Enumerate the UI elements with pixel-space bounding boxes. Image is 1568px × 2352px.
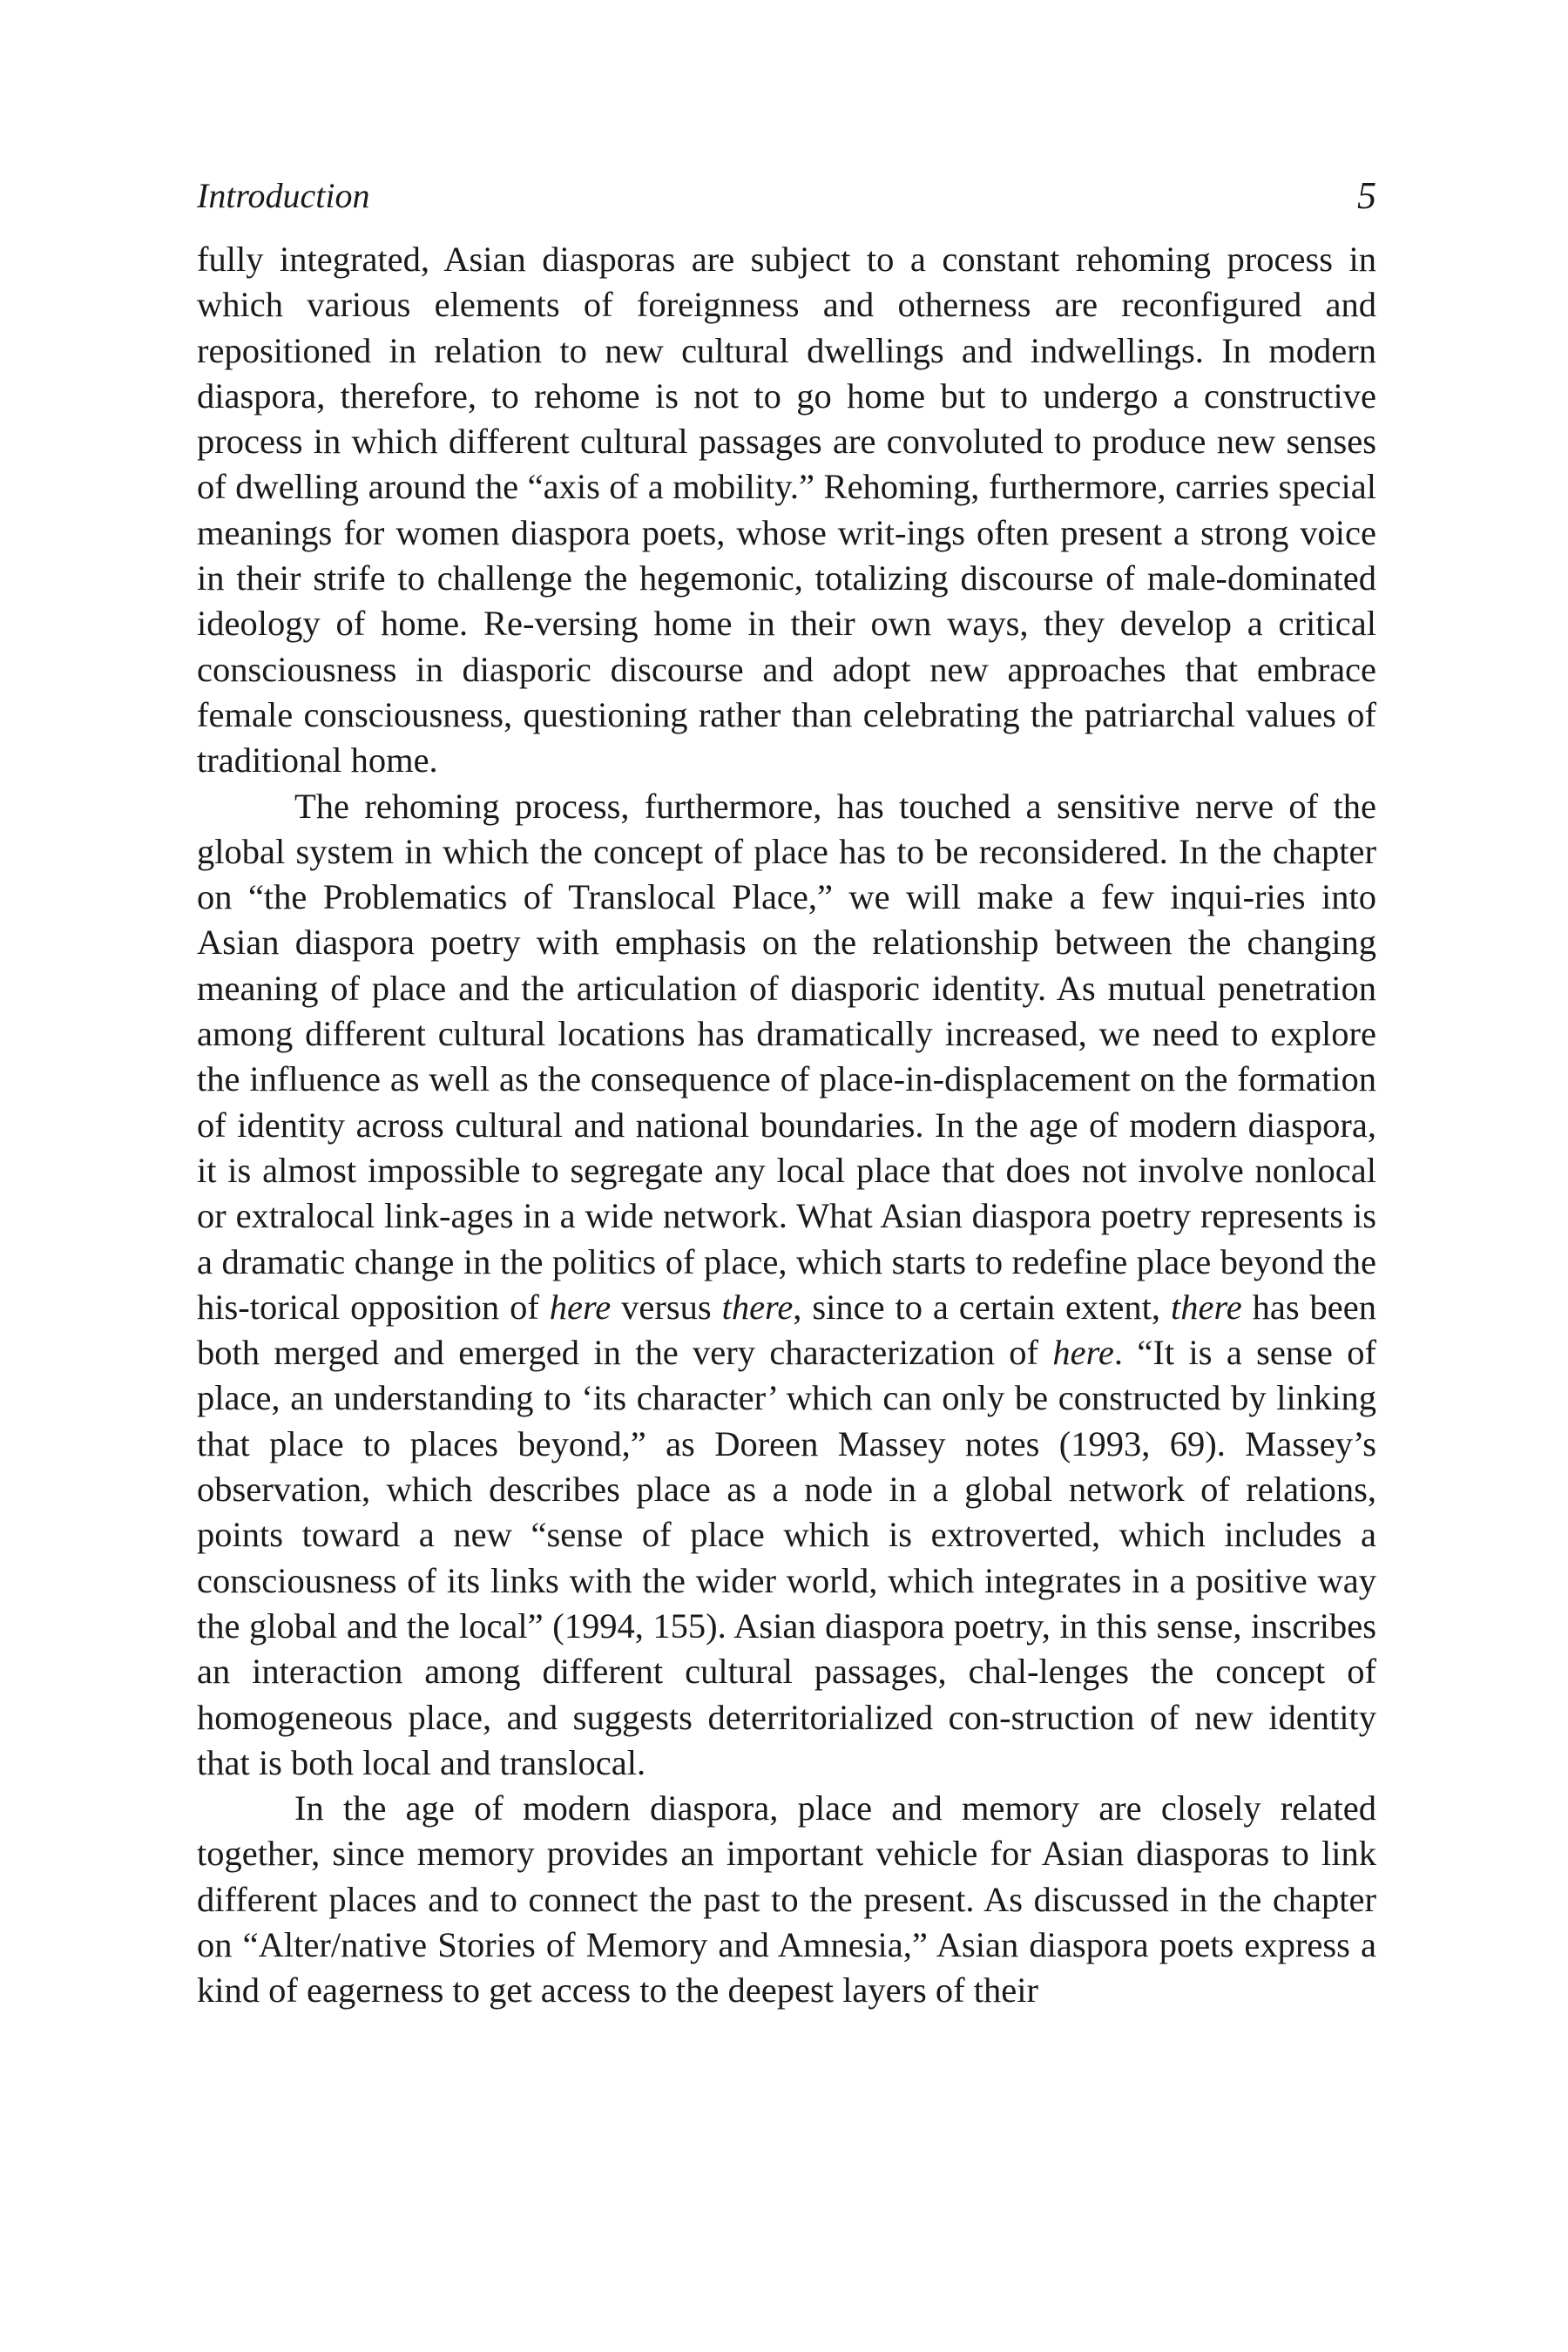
text-segment: fully integrated, Asian diasporas are subject to a constant rehoming process in which various elements of foreignness and otherness are reconfigured and repositioned in relation to new cultural dwellings and indwellings. In modern diaspora, therefore, to rehome is not to go home but to undergo a constructive process in which different cultural passages are convoluted to produce new senses of dwelling around the “axis of a mobility.” Rehoming, furthermore, carries special meanings for women diaspora poets, whose writ-ings often present a strong voice in their strife to challenge the hegemonic, totalizing discourse of male-dominated ideology of home. Re-versing home in their own ways, they develop a critical consciousness in diasporic discourse and adopt new approaches that embrace female consciousness, questioning rather than celebrating the patriarchal values of traditional home.	[197, 240, 1376, 781]
italic-text-segment: here	[549, 1287, 612, 1327]
text-segment: versus	[611, 1287, 722, 1327]
page-number: 5	[1357, 174, 1376, 217]
body-text	[197, 237, 1376, 2014]
paragraph	[197, 237, 1376, 784]
paragraph	[197, 784, 1376, 1787]
italic-text-segment: there	[721, 1287, 794, 1327]
running-head-title: Introduction	[197, 176, 370, 215]
text-segment: . “It is a sense of place, an understanding to ‘its character’ which can only be constructed by linking that place to places beyond,” as Doreen Massey notes (1993, 69). Massey’s observation, which describes place as a node in a global network of relations, points toward a new “sense of place which is extroverted, which includes a consciousness of its links with the wider world, which integrates in a positive way the global and the local” (1994, 155). Asian diaspora poetry, in this sense, inscribes an interaction among different cultural passages, chal-lenges the concept of homogeneous place, and suggests deterritorialized con-struction of new identity that is both local and translocal.	[197, 1333, 1376, 1782]
text-segment: has been both merged and emerged in the very characterization of	[197, 1287, 1376, 1373]
text-segment: In the age of modern diaspora, place and memory are closely related together, since memory provides an important vehicle for Asian diasporas to link different places and to connect the past to the present. As discussed in the chapter on “Alter/native Stories of Memory and Amnesia,” Asian diaspora poets express a kind of eagerness to get access to the deepest layers of their	[197, 1788, 1376, 2011]
paragraph	[197, 1786, 1376, 2013]
italic-text-segment: there	[1170, 1287, 1242, 1327]
text-segment: The rehoming process, furthermore, has touched a sensitive nerve of the global system in which the concept of place has to be reconsidered. In the chapter on “the Problematics of Translocal Place,” we will make a few inqui-ries into Asian diaspora poetry with emphasis on the relationship between the changing meaning of place and the articulation of diasporic identity. As mutual penetration among different cultural locations has dramatically increased, we need to explore the influence as well as the consequence of place-in-displacement on the formation of identity across cultural and national boundaries. In the age of modern diaspora, it is almost impossible to segregate any local place that does not involve nonlocal or extralocal link-ages in a wide network. What Asian diaspora poetry represents is a dramatic change in the politics of place, which starts to redefine place beyond the his-torical opposition of	[197, 786, 1376, 1327]
book-page	[197, 166, 1376, 2014]
italic-text-segment: here	[1052, 1333, 1114, 1373]
running-head	[197, 166, 1376, 226]
text-segment: , since to a certain extent,	[793, 1287, 1171, 1327]
